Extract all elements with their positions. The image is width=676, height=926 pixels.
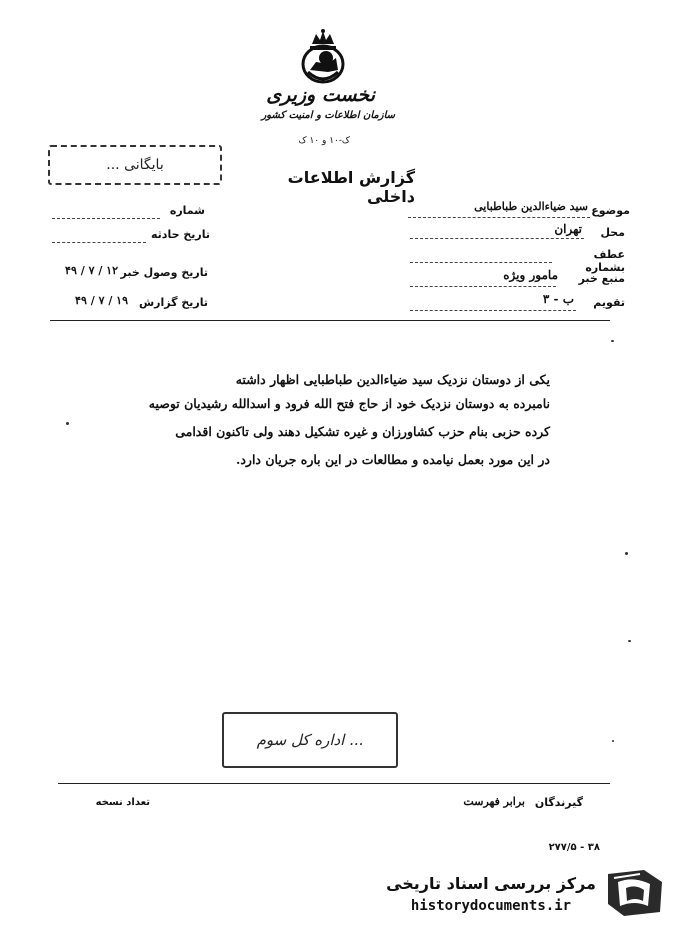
number-label: شماره (169, 204, 205, 217)
letterhead-ministry: نخست وزیری (266, 84, 375, 106)
scan-speck (625, 552, 628, 555)
header-separator (50, 320, 610, 321)
department-stamp (222, 712, 398, 768)
recipients-label: گیرندگان (534, 796, 583, 809)
report-date-value: ۱۹ / ۷ / ۴۹ (75, 294, 128, 307)
body-line-4: در این مورد بعمل نیامده و مطالعات در این باره جریان دارد. (235, 452, 550, 467)
report-title: گزارش اطلاعات داخلی (287, 168, 415, 206)
letterhead-code: ک-۱۰ و ۱۰ ک (298, 136, 350, 146)
report-date-label: تاریخ گزارش (138, 296, 208, 309)
number-underline (52, 218, 160, 219)
source-value: مامور ویژه (503, 268, 558, 282)
subject-underline (408, 217, 590, 218)
archive-stamp-text: ... بایگانی (106, 157, 164, 173)
followup-label: عطف بشماره (585, 248, 625, 274)
followup-underline (410, 262, 552, 263)
source-underline (410, 286, 556, 287)
event-date-label: تاریخ حادثه (151, 228, 210, 241)
letterhead-organization: سازمان اطلاعات و امنیت کشور (261, 110, 395, 121)
body-line-2: نامبرده به دوستان نزدیک خود از حاج فتح الله فرود و اسدالله رشیدیان توصیه (148, 396, 550, 411)
copies-label: تعداد نسخه (95, 797, 150, 808)
place-value: تهران (554, 222, 582, 236)
receipt-date-value: ۱۲ / ۷ / ۴۹ (65, 264, 118, 277)
scan-speck (628, 640, 631, 642)
footer-separator (58, 783, 610, 784)
scan-speck (66, 422, 69, 425)
body-line-1: یکی از دوستان نزدیک سید ضیاءالدین طباطبایی اظهار داشته (235, 372, 550, 387)
place-label: محل (600, 226, 625, 239)
subject-label: موضوع (591, 204, 630, 217)
scan-speck (612, 740, 614, 742)
form-code: ۳۸ - ۲۷۷/۵ (548, 842, 600, 853)
department-stamp-text: اداره کل سوم ... (256, 731, 364, 749)
lion-and-sun-emblem-icon (298, 28, 348, 86)
appraisal-value: ب - ۳ (542, 292, 574, 306)
watermark-line-2: historydocuments.ir (410, 898, 572, 914)
subject-value: سید ضیاءالدین طباطبایی (474, 200, 588, 213)
scan-speck (611, 340, 614, 342)
event-date-underline (52, 242, 146, 243)
source-label: منبع خبر (578, 272, 625, 285)
body-line-3: کرده حزبی بنام حزب کشاورزان و غیره تشکیل دهند ولی تاکنون اقدامی (175, 424, 550, 439)
watermark-line-1: مرکز بررسی اسناد تاریخی (386, 874, 596, 893)
book-shield-icon (604, 868, 666, 918)
appraisal-label: تقویم (593, 296, 625, 309)
place-underline (410, 238, 584, 239)
appraisal-underline (410, 310, 576, 311)
archive-stamp (48, 145, 222, 185)
recipients-value: برابر فهرست (463, 795, 525, 808)
receipt-date-label: تاریخ وصول خبر (120, 266, 208, 279)
